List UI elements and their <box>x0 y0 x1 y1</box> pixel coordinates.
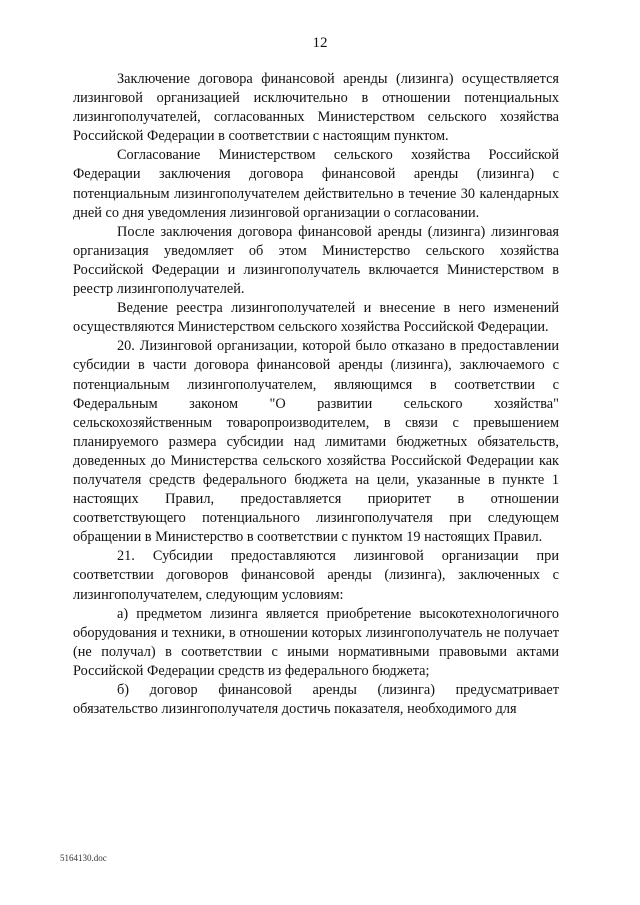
paragraph-after-conclusion: После заключения договора финансовой аренды (лизинга) лизинговая организация уведомляет об этом Министерство сельского хозяйства Российской Федерации и лизингополучатель включается Министерством в реестр лизингополучателей. <box>73 223 559 298</box>
paragraph-registry-keeping: Ведение реестра лизингополучателей и внесение в него изменений осуществляются Министерством сельского хозяйства Российской Федерации. <box>73 300 559 336</box>
paragraph-item-20: 20. Лизинговой организации, которой было отказано в предоставлении субсидии в части договора финансовой аренды (лизинга), заключаемого с потенциальным лизингополучателем, являющимся в соответствии с Федеральным законом "О развитии сельского хозяйства" сельскохозяйственным товаропроизводителем, в связи с превышением планируемого размера субсидии над лимитами бюджетных обязательств, доведенных до Министерства сельского хозяйства Российской Федерации как получателя средств федерального бюджета на цели, указанные в пункте 1 настоящих Правил, предоставляется приоритет в отношении соответствующего потенциального лизингополучателя при следующем обращении в Министерство в соответствии с пунктом 19 настоящих Правил. <box>73 338 559 546</box>
paragraph-item-21-a: а) предметом лизинга является приобретение высокотехнологичного оборудования и техники, в отношении которых лизингополучатель не получает (не получал) в соответствии с иными нормативными правовыми актами Российской Федерации средств из федерального бюджета; <box>73 605 559 679</box>
paragraph-leasing-conclusion: Заключение договора финансовой аренды (лизинга) осуществляется лизинговой организацией исключительно в отношении потенциальных лизингополучателей, согласованных Министерством сельского хозяйства Российской Федерации в соответствии с настоящим пунктом. <box>73 71 559 145</box>
paragraph-ministry-approval: Согласование Министерством сельского хозяйства Российской Федерации заключения договора финансовой аренды (лизинга) с потенциальным лизингополучателем действительно в течение 30 календарных дней со дня уведомления лизинговой организации о согласовании. <box>73 147 559 221</box>
paragraph-item-21: 21. Субсидии предоставляются лизинговой организации при соответствии договоров финансовой аренды (лизинга), заключенных с лизингополучателем, следующим условиям: <box>73 548 559 603</box>
footer-file-code: 5164130.doc <box>60 853 107 863</box>
paragraph-item-21-b: б) договор финансовой аренды (лизинга) предусматривает обязательство лизингополучателя достичь показателя, необходимого для <box>73 682 559 718</box>
page-number: 12 <box>312 35 328 51</box>
document-body <box>73 70 559 719</box>
